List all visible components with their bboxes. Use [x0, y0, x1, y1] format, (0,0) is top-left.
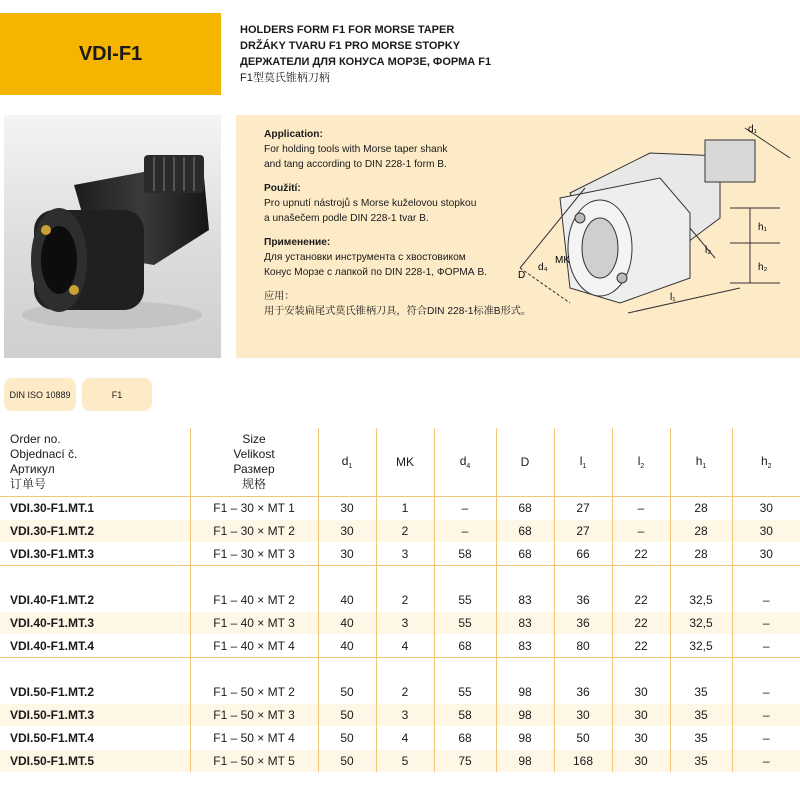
separator-cell — [670, 566, 732, 589]
table-cell: 55 — [434, 681, 496, 704]
table-row — [0, 635, 800, 658]
table-cell: 98 — [496, 750, 554, 773]
label-D: D — [518, 270, 526, 281]
table-cell: 68 — [434, 635, 496, 658]
label-h2: h₂ — [758, 262, 768, 273]
table-cell: – — [732, 681, 800, 704]
table-cell: 40 — [318, 589, 376, 612]
header-mk-label: MK — [396, 454, 414, 469]
table-cell: – — [612, 520, 670, 543]
order-number-cell: VDI.40-F1.MT.2 — [0, 589, 190, 612]
table-cell: 55 — [434, 612, 496, 635]
table-cell: 2 — [376, 681, 434, 704]
table-cell: 22 — [612, 612, 670, 635]
order-number-cell: VDI.50-F1.MT.3 — [0, 704, 190, 727]
spec-table — [0, 428, 800, 772]
table-cell: 32,5 — [670, 635, 732, 658]
form-tag — [82, 378, 152, 411]
header-d4-main: d — [459, 453, 467, 468]
table-cell: – — [732, 612, 800, 635]
order-number-cell: VDI.50-F1.MT.2 — [0, 681, 190, 704]
table-cell: 28 — [670, 497, 732, 520]
header-order-no — [0, 428, 190, 497]
table-cell: 40 — [318, 612, 376, 635]
table-group-separator — [0, 566, 800, 589]
separator-cell — [434, 658, 496, 681]
order-number-cell: VDI.30-F1.MT.3 — [0, 543, 190, 566]
table-row — [0, 704, 800, 727]
table-cell: 55 — [434, 589, 496, 612]
order-number-cell: VDI.40-F1.MT.3 — [0, 612, 190, 635]
header-order-en: Order no. — [10, 432, 61, 446]
table-cell: 4 — [376, 635, 434, 658]
table-cell: F1 – 50 × MT 2 — [190, 681, 318, 704]
table-cell: 3 — [376, 543, 434, 566]
standard-tag-label: DIN ISO 10889 — [9, 389, 71, 400]
table-cell: 3 — [376, 704, 434, 727]
label-l1: l₁ — [670, 292, 676, 303]
table-cell: 27 — [554, 520, 612, 543]
table-row — [0, 589, 800, 612]
application-label-ru: Применение: — [264, 237, 331, 248]
header-size-en: Size — [242, 432, 266, 446]
table-cell: 30 — [612, 704, 670, 727]
dimension-diagram — [500, 118, 796, 354]
header-d1-main: d — [341, 453, 349, 468]
table-cell: 36 — [554, 612, 612, 635]
header-size — [190, 428, 318, 497]
header-D-label: D — [520, 454, 530, 469]
heading-line-cn: F1型莫氏锥柄刀柄 — [240, 72, 330, 84]
table-cell: 68 — [496, 497, 554, 520]
table-cell: 35 — [670, 727, 732, 750]
application-text-en-2: and tang according to DIN 228-1 form B. — [264, 159, 447, 170]
table-cell: 83 — [496, 635, 554, 658]
table-cell: 30 — [612, 727, 670, 750]
order-number-cell: VDI.50-F1.MT.4 — [0, 727, 190, 750]
separator-cell — [670, 658, 732, 681]
header-h1-main: h — [695, 453, 703, 468]
header-size-ru: Размер — [233, 462, 275, 476]
order-number-cell: VDI.40-F1.MT.4 — [0, 635, 190, 658]
table-cell: 80 — [554, 635, 612, 658]
table-cell: F1 – 50 × MT 5 — [190, 750, 318, 773]
table-cell: 22 — [612, 589, 670, 612]
table-cell: 30 — [732, 520, 800, 543]
separator-cell — [496, 566, 554, 589]
header-h2-main: h — [760, 453, 768, 468]
table-cell: 36 — [554, 681, 612, 704]
application-label-en: Application: — [264, 129, 323, 140]
table-cell: 58 — [434, 543, 496, 566]
table-cell: 30 — [318, 497, 376, 520]
table-cell: – — [434, 497, 496, 520]
table-cell: 4 — [376, 727, 434, 750]
order-number-cell: VDI.50-F1.MT.5 — [0, 750, 190, 773]
table-cell: 35 — [670, 681, 732, 704]
separator-cell — [554, 658, 612, 681]
header-l2-main: l — [637, 453, 641, 468]
header-size-cn: 规格 — [241, 477, 266, 491]
table-cell: 28 — [670, 520, 732, 543]
application-text-cz-2: a unašečem podle DIN 228-1 tvar B. — [264, 213, 429, 224]
heading-line-ru: ДЕРЖАТЕЛИ ДЛЯ КОНУСА МОРЗЕ, ФОРМА F1 — [240, 56, 492, 68]
table-cell: 32,5 — [670, 589, 732, 612]
table-cell: 30 — [554, 704, 612, 727]
table-cell: 50 — [318, 681, 376, 704]
separator-cell — [376, 658, 434, 681]
table-cell: 3 — [376, 612, 434, 635]
table-cell: – — [732, 589, 800, 612]
label-h1: h₁ — [758, 222, 767, 233]
product-title: VDI-F1 — [78, 42, 143, 65]
application-text-ru-2: Конус Морзе с лапкой по DIN 228-1, ФОРМА В. — [264, 267, 488, 278]
header-d4-sub: 4 — [466, 462, 471, 470]
separator-cell — [318, 658, 376, 681]
label-MK: MK — [555, 255, 570, 266]
table-group-separator — [0, 658, 800, 681]
application-text-cz-1: Pro upnutí nástrojů s Morse kuželovou stopkou — [264, 198, 477, 209]
table-cell: 68 — [434, 727, 496, 750]
label-d1: d₁ — [748, 124, 757, 135]
table-cell: 2 — [376, 520, 434, 543]
header-h2 — [732, 428, 800, 497]
table-cell: 98 — [496, 727, 554, 750]
header-mk — [376, 428, 434, 497]
label-d4: d₄ — [538, 262, 548, 273]
separator-cell — [496, 658, 554, 681]
separator-cell — [554, 566, 612, 589]
product-photo — [4, 115, 221, 358]
application-text-ru-1: Для установки инструмента с хвостовиком — [264, 252, 466, 263]
application-text — [264, 127, 532, 328]
table-cell: 66 — [554, 543, 612, 566]
table-cell: – — [732, 635, 800, 658]
tool-holder-image — [4, 115, 221, 358]
table-cell: 40 — [318, 635, 376, 658]
header-order-cz: Objednací č. — [10, 447, 78, 461]
table-cell: – — [732, 704, 800, 727]
table-cell: 22 — [612, 543, 670, 566]
table-cell: 50 — [318, 727, 376, 750]
separator-cell — [190, 658, 318, 681]
table-cell: 30 — [318, 543, 376, 566]
table-cell: 68 — [496, 543, 554, 566]
table-cell: 83 — [496, 612, 554, 635]
application-label-cz: Použití: — [264, 183, 301, 194]
header-order-cn: 订单号 — [10, 477, 47, 491]
table-cell: – — [732, 727, 800, 750]
table-cell: 30 — [612, 750, 670, 773]
application-text-en-1: For holding tools with Morse taper shank — [264, 144, 448, 155]
table-cell: 50 — [318, 750, 376, 773]
table-cell: – — [612, 497, 670, 520]
application-text-cn: 用于安装扁尾式莫氏锥柄刀具，符合DIN 228-1标准B形式。 — [264, 306, 532, 317]
header-order-ru: Артикул — [10, 462, 55, 476]
table-cell: F1 – 30 × MT 1 — [190, 497, 318, 520]
product-heading — [240, 22, 640, 86]
order-number-cell: VDI.30-F1.MT.2 — [0, 520, 190, 543]
table-cell: F1 – 40 × MT 2 — [190, 589, 318, 612]
application-label-cn: 应用： — [264, 291, 295, 302]
table-cell: 27 — [554, 497, 612, 520]
table-cell: F1 – 30 × MT 2 — [190, 520, 318, 543]
header-l1 — [554, 428, 612, 497]
table-cell: 98 — [496, 704, 554, 727]
table-cell: 28 — [670, 543, 732, 566]
separator-cell — [376, 566, 434, 589]
table-cell: 98 — [496, 681, 554, 704]
table-cell: – — [434, 520, 496, 543]
header-h2-sub: 2 — [767, 462, 772, 470]
header-d1-sub: 1 — [348, 462, 353, 470]
table-cell: 5 — [376, 750, 434, 773]
table-row — [0, 750, 800, 773]
table-cell: 30 — [732, 497, 800, 520]
table-row — [0, 497, 800, 520]
label-l2: l₂ — [705, 245, 712, 256]
header-l1-sub: 1 — [582, 462, 587, 470]
table-header-row — [0, 428, 800, 497]
table-cell: 58 — [434, 704, 496, 727]
table-cell: 30 — [732, 543, 800, 566]
table-cell: 2 — [376, 589, 434, 612]
header-h1 — [670, 428, 732, 497]
table-cell: F1 – 40 × MT 3 — [190, 612, 318, 635]
header-D — [496, 428, 554, 497]
separator-cell — [612, 658, 670, 681]
table-cell: 30 — [318, 520, 376, 543]
heading-line-cz: DRŽÁKY TVARU F1 PRO MORSE STOPKY — [240, 40, 461, 52]
table-row — [0, 520, 800, 543]
table-cell: 168 — [554, 750, 612, 773]
table-cell: 35 — [670, 750, 732, 773]
table-cell: F1 – 40 × MT 4 — [190, 635, 318, 658]
table-cell: – — [732, 750, 800, 773]
header-size-cz: Velikost — [233, 447, 275, 461]
table-cell: F1 – 50 × MT 3 — [190, 704, 318, 727]
form-tag-label: F1 — [111, 389, 123, 400]
table-row — [0, 543, 800, 566]
separator-cell — [612, 566, 670, 589]
table-row — [0, 681, 800, 704]
standard-tag — [4, 378, 76, 411]
table-cell: F1 – 50 × MT 4 — [190, 727, 318, 750]
table-cell: 68 — [496, 520, 554, 543]
table-cell: 36 — [554, 589, 612, 612]
separator-cell — [0, 658, 190, 681]
table-cell: 83 — [496, 589, 554, 612]
table-row — [0, 727, 800, 750]
table-cell: 50 — [318, 704, 376, 727]
table-cell: F1 – 30 × MT 3 — [190, 543, 318, 566]
spec-table-body — [0, 497, 800, 773]
table-cell: 50 — [554, 727, 612, 750]
separator-cell — [0, 566, 190, 589]
order-number-cell: VDI.30-F1.MT.1 — [0, 497, 190, 520]
header-h1-sub: 1 — [702, 462, 707, 470]
product-title-box — [0, 13, 221, 95]
table-cell: 75 — [434, 750, 496, 773]
header-l2-sub: 2 — [640, 462, 645, 470]
separator-cell — [434, 566, 496, 589]
separator-cell — [318, 566, 376, 589]
header-l2 — [612, 428, 670, 497]
header-l1-main: l — [579, 453, 583, 468]
separator-cell — [732, 658, 800, 681]
table-cell: 35 — [670, 704, 732, 727]
heading-line-en: HOLDERS FORM F1 FOR MORSE TAPER — [240, 24, 455, 36]
header-d4 — [434, 428, 496, 497]
table-row — [0, 612, 800, 635]
header-d1 — [318, 428, 376, 497]
table-cell: 22 — [612, 635, 670, 658]
table-cell: 30 — [612, 681, 670, 704]
separator-cell — [732, 566, 800, 589]
table-cell: 32,5 — [670, 612, 732, 635]
separator-cell — [190, 566, 318, 589]
table-cell: 1 — [376, 497, 434, 520]
